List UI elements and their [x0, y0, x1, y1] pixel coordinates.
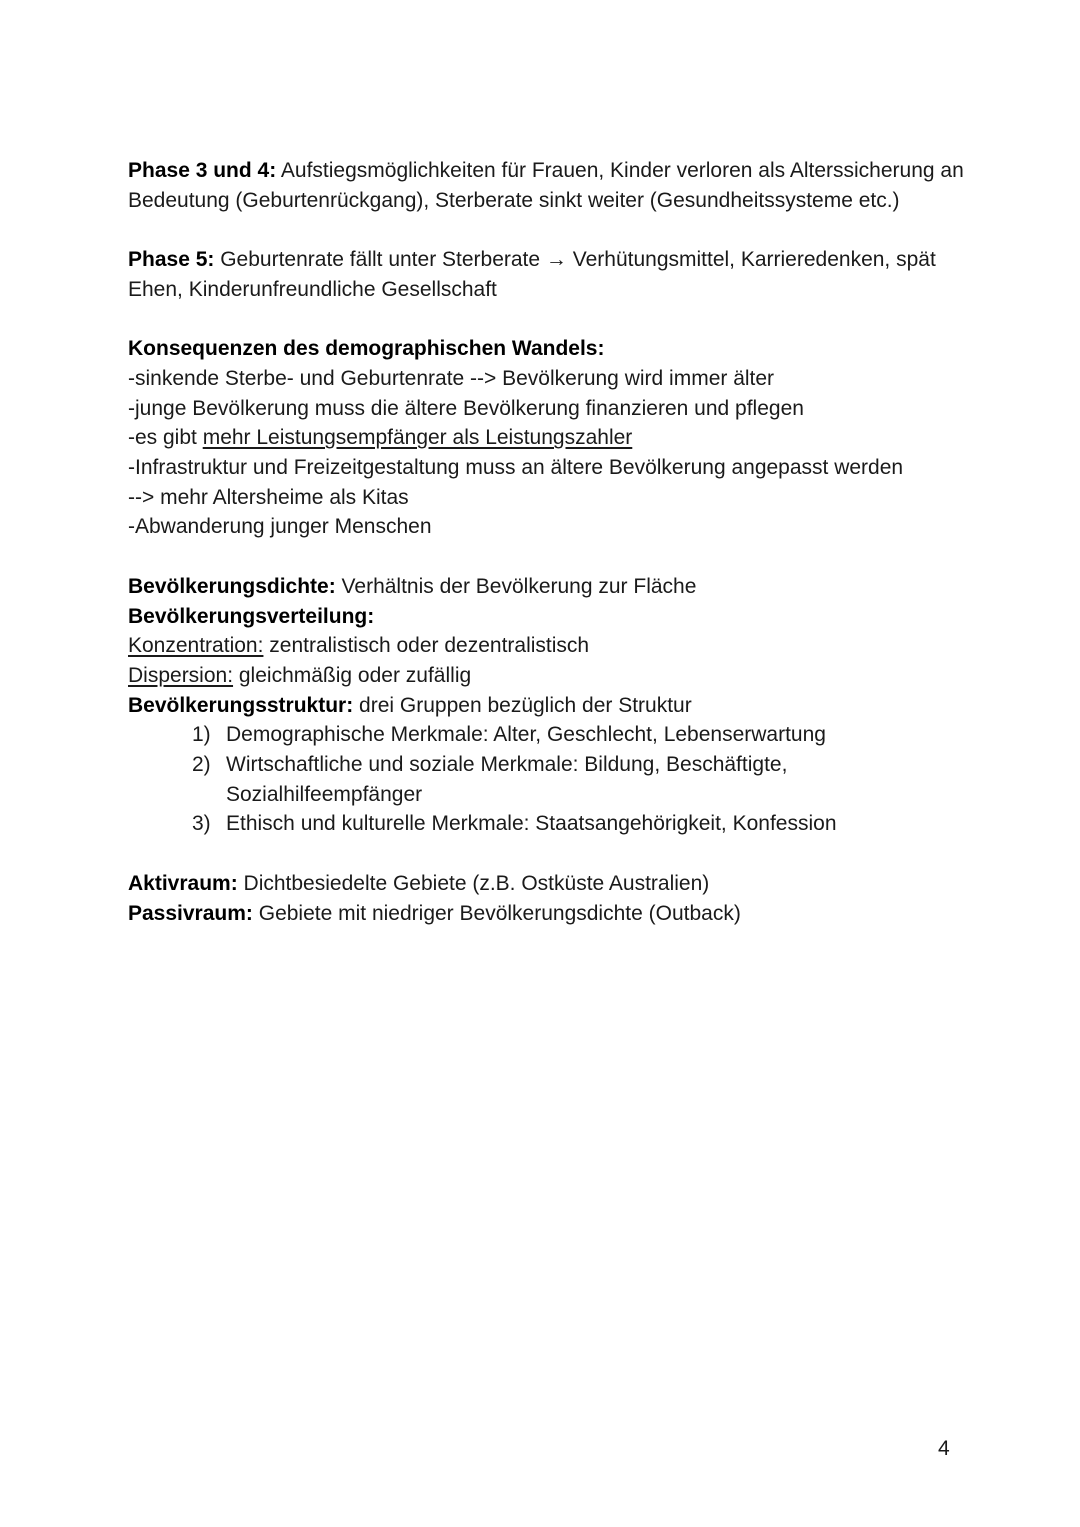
- konsequenzen-heading-text: Konsequenzen des demographischen Wandels:: [128, 337, 605, 361]
- konsequenzen-heading: [128, 334, 968, 364]
- arrow-right-icon: →: [545, 248, 567, 272]
- konsequenzen-line-4: -Infrastruktur und Freizeitgestaltung muss an ältere Bevölkerung angepasst werden: [128, 456, 904, 479]
- list-item-number: 2): [192, 753, 211, 777]
- konsequenzen-line-3: [128, 423, 968, 453]
- phase-3-4-text: Aufstiegsmöglichkeiten für Frauen, Kinder verloren als Alterssicherung an Bedeutung (Geburtenrückgang), Sterberate sinkt weiter (Gesundheitssysteme etc.): [128, 159, 964, 212]
- list-item-text: Wirtschaftliche und soziale Merkmale: Bildung, Beschäftigte, Sozialhilfeempfänger: [226, 753, 788, 806]
- dichte-paragraph: [128, 572, 968, 602]
- list-item: [128, 750, 968, 809]
- konzentration-label: Konzentration:: [128, 634, 264, 658]
- verteilung-heading: [128, 602, 968, 632]
- list-item-text: Ethisch und kulturelle Merkmale: Staatsangehörigkeit, Konfession: [226, 812, 837, 836]
- konzentration-text: zentralistisch oder dezentralistisch: [263, 634, 590, 658]
- konsequenzen-line-5: --> mehr Altersheime als Kitas: [128, 485, 409, 509]
- phase-5-label: Phase 5:: [128, 248, 215, 272]
- phase-3-4-paragraph: [128, 156, 968, 215]
- list-item-number: 3): [192, 812, 211, 836]
- phase-5-paragraph: [128, 245, 968, 304]
- list-item-text: Demographische Merkmale: Alter, Geschlecht, Lebenserwartung: [226, 723, 826, 747]
- verteilung-label: Bevölkerungsverteilung:: [128, 604, 375, 628]
- konzentration-line: [128, 631, 968, 661]
- spacer: [128, 215, 968, 245]
- struktur-label: Bevölkerungsstruktur:: [128, 693, 354, 717]
- passivraum-paragraph: [128, 899, 968, 929]
- page-number: 4: [938, 1437, 950, 1460]
- struktur-paragraph: [128, 691, 968, 721]
- aktivraum-paragraph: [128, 869, 968, 899]
- list-item: [128, 720, 968, 750]
- dispersion-label: Dispersion:: [128, 663, 234, 687]
- aktivraum-text: Dichtbesiedelte Gebiete (z.B. Ostküste Australien): [237, 871, 710, 895]
- dichte-label: Bevölkerungsdichte:: [128, 574, 336, 598]
- document-page: [128, 156, 968, 928]
- spacer: [128, 542, 968, 572]
- struktur-list: [128, 720, 968, 839]
- struktur-text: drei Gruppen bezüglich der Struktur: [353, 693, 692, 717]
- spacer: [128, 305, 968, 335]
- list-item-number: 1): [192, 723, 211, 747]
- passivraum-text: Gebiete mit niedriger Bevölkerungsdichte (Outback): [252, 901, 741, 925]
- passivraum-label: Passivraum:: [128, 901, 253, 925]
- konsequenzen-line-6: -Abwanderung junger Menschen: [128, 515, 432, 539]
- phase-3-4-label: Phase 3 und 4:: [128, 159, 277, 182]
- phase-5-text-after: Verhütungsmittel, Karrieredenken, spät Ehen, Kinderunfreundliche Gesellschaft: [128, 248, 936, 301]
- phase-5-text-before: Geburtenrate fällt unter Sterberate: [214, 248, 546, 272]
- list-item: [128, 809, 968, 839]
- konsequenzen-line-3-prefix: -es gibt: [128, 426, 203, 450]
- konsequenzen-line-3-underlined: mehr Leistungsempfänger als Leistungszahler: [202, 426, 633, 450]
- konsequenzen-line-1: -sinkende Sterbe- und Geburtenrate --> Bevölkerung wird immer älter: [128, 366, 775, 390]
- aktivraum-label: Aktivraum:: [128, 871, 238, 895]
- dispersion-line: [128, 661, 968, 691]
- konsequenzen-line-2: -junge Bevölkerung muss die ältere Bevölkerung finanzieren und pflegen: [128, 396, 804, 420]
- spacer: [128, 839, 968, 869]
- dichte-text: Verhältnis der Bevölkerung zur Fläche: [335, 574, 697, 598]
- dispersion-text: gleichmäßig oder zufällig: [233, 663, 472, 687]
